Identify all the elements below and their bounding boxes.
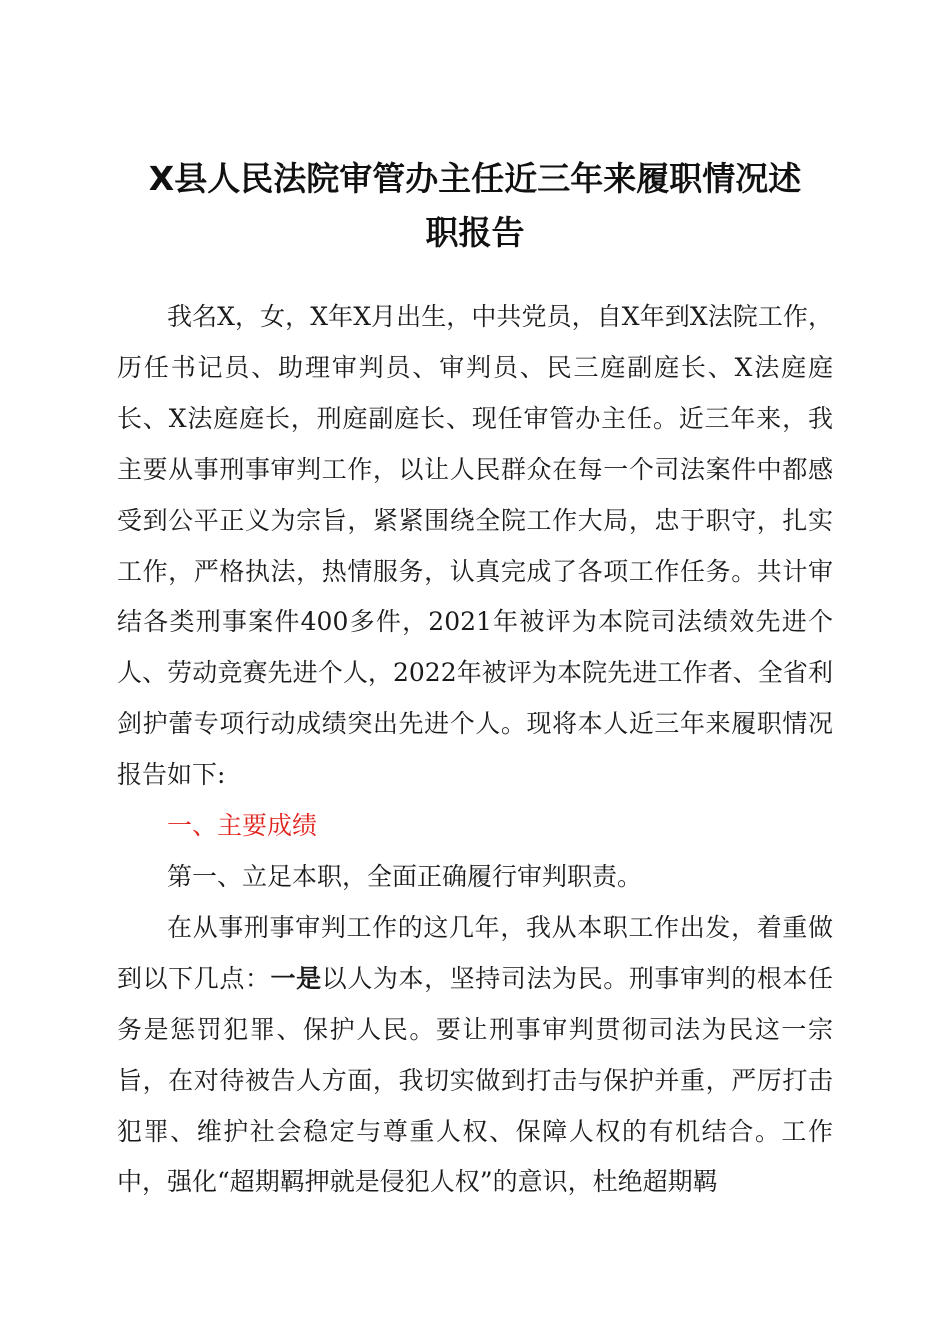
- point-1-paragraph: [117, 903, 833, 1208]
- point-1-text-part-2: 以人为本，坚持司法为民。刑事审判的根本任务是惩罚犯罪、保护人民。要让刑事审判贯彻司法为民这一宗旨，在对待被告人方面，我切实做到打击与保护并重，严厉打击犯罪、维护社会稳定与尊重人权、保障人权的有机结合。工作中，强化“超期羁押就是侵犯人权”的意识，杜绝超期羁: [117, 963, 833, 1197]
- title-line-2: 职报告: [425, 213, 525, 252]
- point-1-heading: 第一、立足本职，全面正确履行审判职责。: [167, 861, 643, 891]
- point-1-bold-marker: 一是: [270, 963, 322, 993]
- title-line-1: X县人民法院审管办主任近三年来履职情况述: [148, 159, 802, 198]
- section-heading-main-achievements: 一、主要成绩: [167, 811, 318, 841]
- point-1-text-part-1: 在从事刑事审判工作的这几年，我从本职工作出发，着重做到以下几点：: [117, 912, 833, 993]
- intro-paragraph: 我名X，女，X年X月出生，中共党员，自X年到X法院工作，历任书记员、助理审判员、审判员、民三庭副庭长、X法庭庭长、X法庭庭长，刑庭副庭长、现任审管办主任。近三年来，我主要从事刑事审判工作，以让人民群众在每一个司法案件中都感受到公平正义为宗旨，紧紧围绕全院工作大局，忠于职守，扎实工作，严格执法，热情服务，认真完成了各项工作任务。共计审结各类刑事案件400多件，2021年被评为本院司法绩效先进个人、劳动竞赛先进个人，2022年被评为本院先进工作者、全省利剑护蕾专项行动成绩突出先进个人。现将本人近三年来履职情况报告如下:: [117, 302, 833, 790]
- document-title: [110, 152, 840, 260]
- document-body: [117, 292, 833, 1208]
